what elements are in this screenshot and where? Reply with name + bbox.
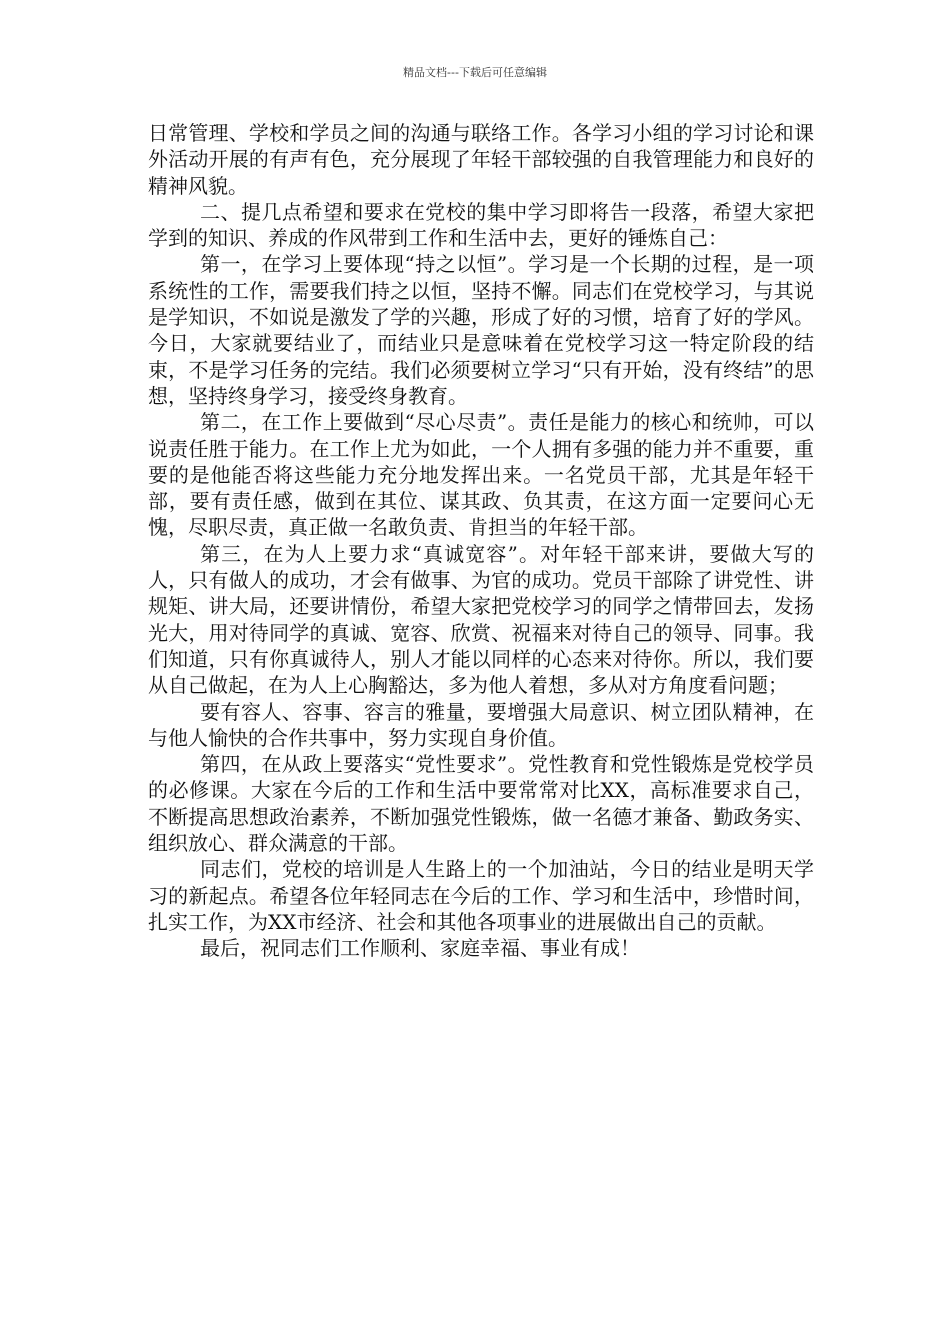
paragraph: 要有容人、容事、容言的雅量，要增强大局意识、树立团队精神，在与他人愉快的合作共事中，努力实现自身价值。 bbox=[148, 699, 814, 750]
paragraph: 第三，在为人上要力求“真诚宽容”。对年轻干部来讲，要做大写的人，只有做人的成功，才会有做事、为官的成功。党员干部除了讲党性、讲规矩、讲大局，还要讲情份，希望大家把党校学习的同学之情带回去，发扬光大，用对待同学的真诚、宽容、欣赏、祝福来对待自己的领导、同事。我们知道，只有你真诚待人，别人才能以同样的心态来对待你。所以，我们要从自己做起，在为人上心胸豁达，多为他人着想，多从对方角度看问题； bbox=[148, 541, 814, 698]
paragraph: 最后，祝同志们工作顺利、家庭幸福、事业有成！ bbox=[200, 936, 640, 961]
paragraph: 第一，在学习上要体现“持之以恒”。学习是一个长期的过程，是一项系统性的工作，需要我们持之以恒，坚持不懈。同志们在党校学习，与其说是学知识，不如说是激发了学的兴趣，形成了好的习惯，培育了好的学风。今日，大家就要结业了，而结业只是意味着在党校学习这一特定阶段的结束，不是学习任务的完结。我们必须要树立学习“只有开始，没有终结”的思想，坚持终身学习，接受终身教育。 bbox=[148, 252, 814, 408]
paragraph: 同志们，党校的培训是人生路上的一个加油站，今日的结业是明天学习的新起点。希望各位年轻同志在今后的工作、学习和生活中，珍惜时间，扎实工作，为XX市经济、社会和其他各项事业的进展做出自己的贡献。 bbox=[148, 857, 814, 934]
paragraph: 二、提几点希望和要求在党校的集中学习即将告一段落，希望大家把学到的知识、养成的作风带到工作和生活中去，更好的锤炼自己： bbox=[148, 199, 814, 251]
paragraph: 第二，在工作上要做到“尽心尽责”。责任是能力的核心和统帅，可以说责任胜于能力。在工作上尤为如此，一个人拥有多强的能力并不重要，重要的是他能否将这些能力充分地发挥出来。一名党员干部，尤其是年轻干部，要有责任感，做到在其位、谋其政、负其责，在这方面一定要问心无愧，尽职尽责，真正做一名敢负责、肯担当的年轻干部。 bbox=[148, 410, 814, 540]
document-body bbox=[148, 120, 814, 962]
page-header: 精品文档---下载后可任意编辑 bbox=[403, 66, 547, 79]
paragraph: 日常管理、学校和学员之间的沟通与联络工作。各学习小组的学习讨论和课外活动开展的有声有色，充分展现了年轻干部较强的自我管理能力和良好的精神风貌。 bbox=[148, 121, 814, 198]
paragraph: 第四，在从政上要落实“党性要求”。党性教育和党性锻炼是党校学员的必修课。大家在今后的工作和生活中要常常对比XX，高标准要求自己，不断提高思想政治素养，不断加强党性锻炼，做一名德才兼备、勤政务实、组织放心、群众满意的干部。 bbox=[148, 752, 814, 856]
